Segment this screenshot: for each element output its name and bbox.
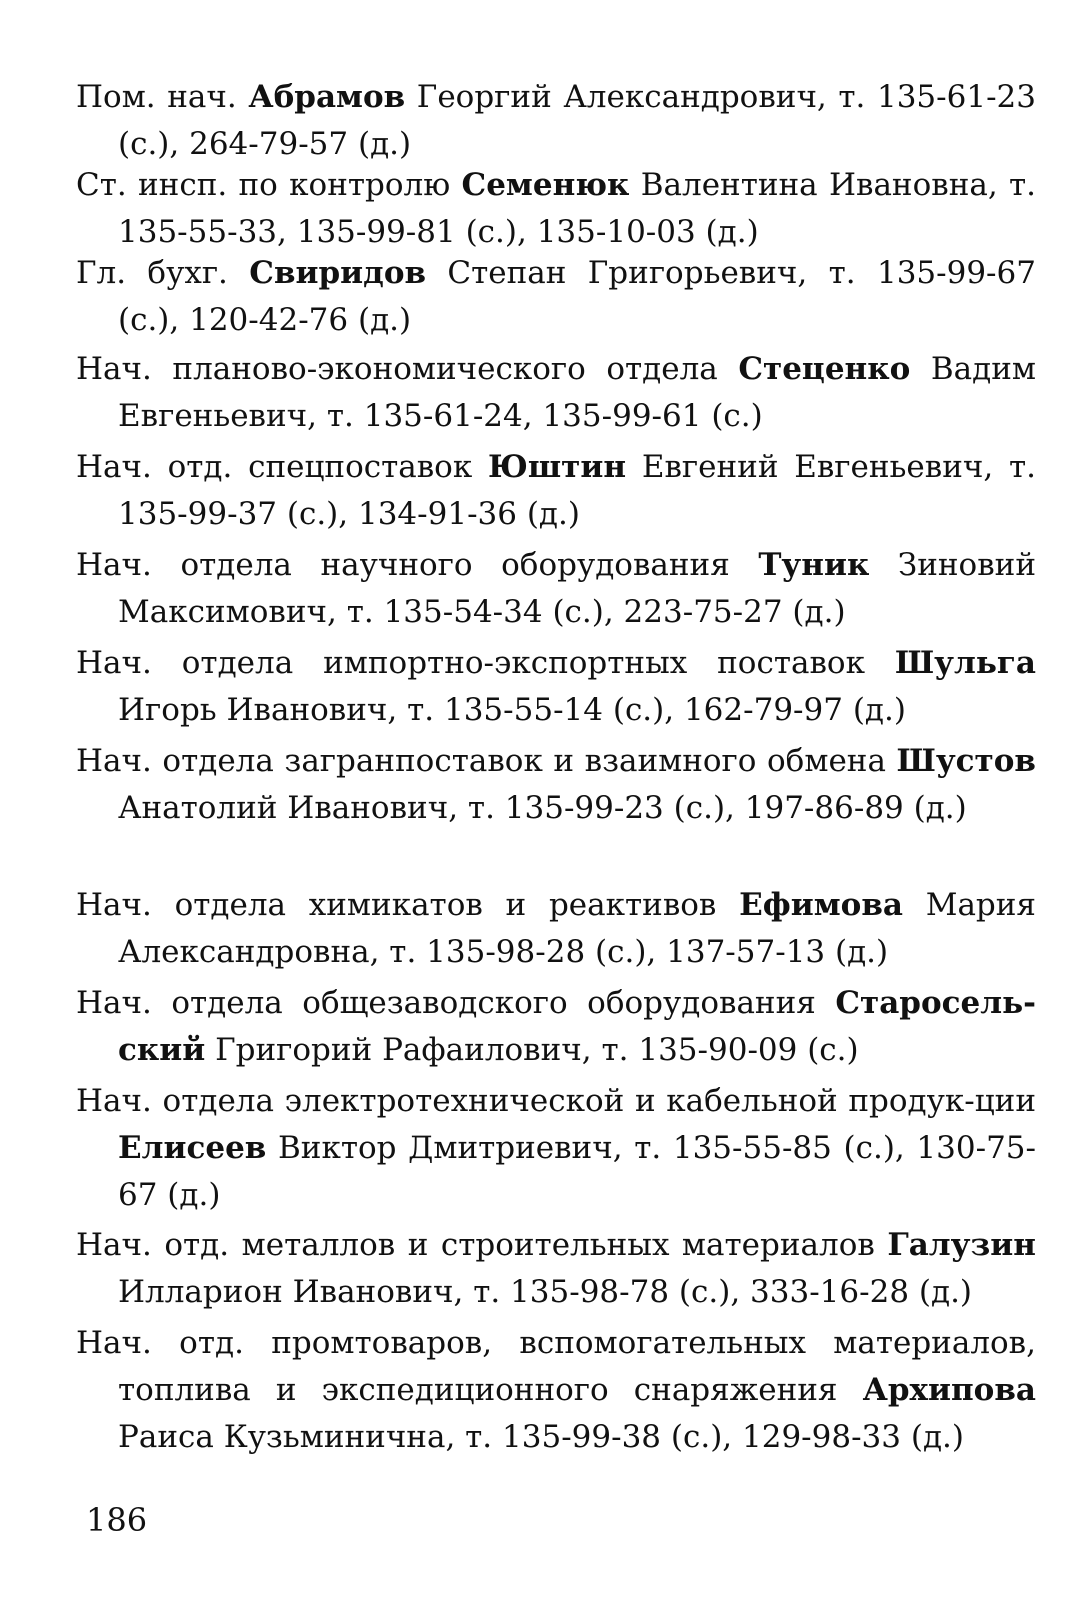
directory-entry bbox=[76, 444, 1036, 538]
entry-position: Ст. инсп. по контролю bbox=[76, 167, 451, 203]
entry-position: Нач. отд. металлов и строительных материалов bbox=[76, 1227, 875, 1263]
entry-details: Зиновий Максимович, т. 135-54-34 (с.), 223-75-27 (д.) bbox=[118, 547, 1036, 630]
directory-entry bbox=[76, 542, 1036, 636]
entry-position: Нач. планово-экономического отдела bbox=[76, 351, 718, 387]
entry-position: Нач. отдела импортно-экспортных поставок bbox=[76, 645, 865, 681]
entry-position: Нач. отд. промтоваров, вспомогательных материалов, топлива и экспедиционного снаряжения bbox=[76, 1325, 1036, 1408]
entry-position: Нач. отдела научного оборудования bbox=[76, 547, 730, 583]
entry-surname: Юштин bbox=[487, 449, 627, 485]
entry-details: Раиса Кузьминична, т. 135-99-38 (с.), 129-98-33 (д.) bbox=[118, 1419, 964, 1455]
directory-entry bbox=[76, 74, 1036, 168]
directory-entry bbox=[76, 1222, 1036, 1316]
entry-details: Виктор Дмитриевич, т. 135-55-85 (с.), 130-75-67 (д.) bbox=[118, 1130, 1036, 1213]
entry-position: Нач. отдела химикатов и реактивов bbox=[76, 887, 717, 923]
entry-details: Мария Александровна, т. 135-98-28 (с.), 137-57-13 (д.) bbox=[118, 887, 1036, 970]
entry-details: Степан Григорьевич, т. 135-99-67 (с.), 120-42-76 (д.) bbox=[118, 255, 1036, 338]
directory-entry bbox=[76, 162, 1036, 256]
entry-surname: Елисеев bbox=[118, 1130, 267, 1166]
entry-details: Григорий Рафаилович, т. 135-90-09 (с.) bbox=[215, 1032, 859, 1068]
entry-position: Гл. бухг. bbox=[76, 255, 228, 291]
entry-position: Нач. отд. спецпоставок bbox=[76, 449, 473, 485]
entry-position: Пом. нач. bbox=[76, 79, 237, 115]
entry-position: Нач. отдела загранпоставок и взаимного обмена bbox=[76, 743, 886, 779]
entry-surname: Абрамов bbox=[248, 79, 406, 115]
directory-entry bbox=[76, 882, 1036, 976]
directory-entry bbox=[76, 346, 1036, 440]
directory-entry bbox=[76, 738, 1036, 832]
entry-surname: Шульга bbox=[894, 645, 1036, 681]
directory-entry bbox=[76, 250, 1036, 344]
entry-details: Илларион Иванович, т. 135-98-78 (с.), 333-16-28 (д.) bbox=[118, 1274, 973, 1310]
directory-entry bbox=[76, 1078, 1036, 1219]
entry-surname: Шустов bbox=[896, 743, 1036, 779]
directory-entry bbox=[76, 1320, 1036, 1461]
entry-details: Игорь Иванович, т. 135-55-14 (с.), 162-79-97 (д.) bbox=[118, 692, 906, 728]
entry-position: Нач. отдела общезаводского оборудования bbox=[76, 985, 816, 1021]
entry-surname: Туник bbox=[758, 547, 870, 583]
entry-details: Евгений Евгеньевич, т. 135-99-37 (с.), 134-91-36 (д.) bbox=[118, 449, 1036, 532]
directory-entry bbox=[76, 980, 1036, 1074]
entry-details: Анатолий Иванович, т. 135-99-23 (с.), 197-86-89 (д.) bbox=[118, 790, 967, 826]
entry-surname: Галузин bbox=[887, 1227, 1036, 1263]
entry-surname: Семенюк bbox=[461, 167, 630, 203]
entry-surname: Свиридов bbox=[249, 255, 427, 291]
entry-details: Вадим Евгеньевич, т. 135-61-24, 135-99-61 (с.) bbox=[118, 351, 1036, 434]
entry-position: Нач. отдела электротехнической и кабельной продук-ции bbox=[76, 1083, 1036, 1119]
entry-surname: Стеценко bbox=[738, 351, 911, 387]
directory-entry bbox=[76, 640, 1036, 734]
entry-details: Валентина Ивановна, т. 135-55-33, 135-99-81 (с.), 135-10-03 (д.) bbox=[118, 167, 1037, 250]
entry-surname: Старосель-ский bbox=[118, 985, 1036, 1068]
entry-surname: Ефимова bbox=[739, 887, 903, 923]
entry-details: Георгий Александрович, т. 135-61-23 (с.), 264-79-57 (д.) bbox=[118, 79, 1036, 162]
page-number: 186 bbox=[86, 1501, 148, 1539]
entry-surname: Архипова bbox=[862, 1372, 1036, 1408]
